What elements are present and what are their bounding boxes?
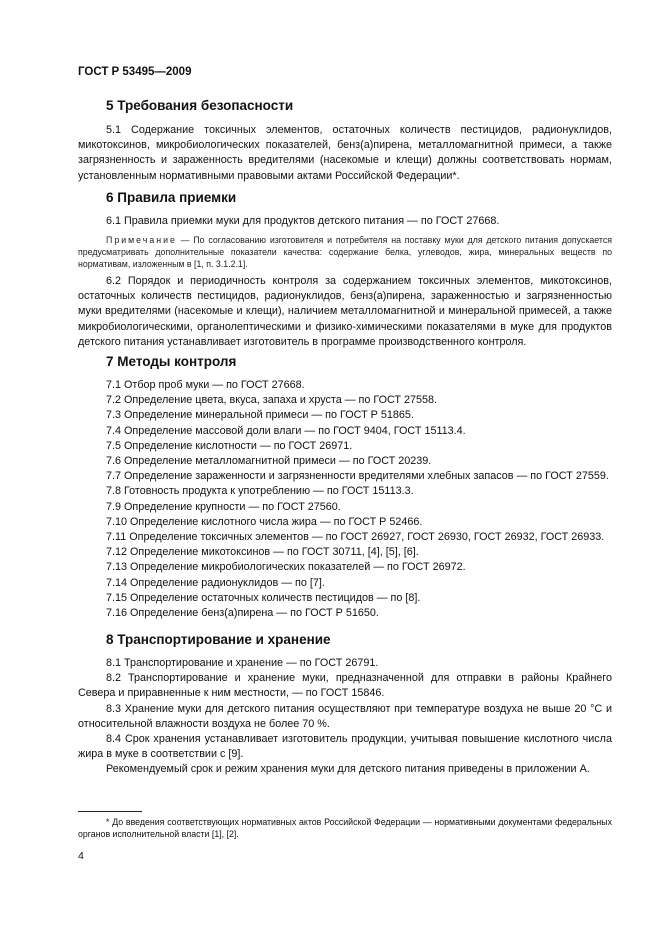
- list-item: 7.9 Определение крупности — по ГОСТ 27560.: [106, 500, 341, 513]
- note-text: — По согласованию изготовителя и потребителя на поставку муки для детского питания допускается предусматривать дополнительные показатели качества: содержание белка, углеводов, жира, минеральных веществ по нормативам, изложенным в [1, п. 3.1.2.1].: [78, 235, 612, 269]
- list-item: 7.1 Отбор проб муки — по ГОСТ 27668.: [106, 379, 305, 391]
- list-item: 7.8 Готовность продукта к употреблению — по ГОСТ 15113.3.: [106, 485, 414, 498]
- list-item: 8.2 Транспортирование и хранение муки, предназначенной для отправки в районы Крайнего Севера и приравненные к ним местности, — по ГОСТ 15846.: [78, 672, 612, 700]
- document-header: ГОСТ Р 53495—2009: [78, 66, 192, 78]
- paragraph-6-2: 6.2 Порядок и периодичность контроля за содержанием токсичных элементов, микотоксинов, остаточных количеств пестицидов, радионуклидов, бенз(а)пирена, зараженностью и загрязненностью муки вредителями (насекомые и клещи), наличием металломагнитной и минеральной примесей, а также микробиологическими, органолептическими и физико-химическими показателями в муке для продуктов детского питания устанавливает изготовитель в программе производственного контроля.: [78, 275, 612, 348]
- list-item: 7.2 Определение цвета, вкуса, запаха и хруста — по ГОСТ 27558.: [106, 394, 438, 407]
- list-item: 7.14 Определение радионуклидов — по [7].: [106, 576, 325, 589]
- list-item: 7.12 Определение микотоксинов — по ГОСТ 30711, [4], [5], [6].: [106, 546, 419, 559]
- list-item: 7.10 Определение кислотного числа жира — по ГОСТ Р 52466.: [106, 515, 423, 528]
- footnote: * До введения соответствующих нормативных актов Российской Федерации — нормативными документами федеральных органов исполнительной власти [1], [2].: [78, 817, 612, 839]
- list-item: 7.7 Определение зараженности и загрязненности вредителями хлебных запасов — по ГОСТ 27559.: [106, 470, 609, 483]
- list-item: 8.4 Срок хранения устанавливает изготовитель продукции, учитывая повышение кислотного числа жира в муке в соответствии с [9].: [78, 733, 612, 761]
- section-6-title: 6 Правила приемки: [106, 190, 237, 205]
- list-item: 8.1 Транспортирование и хранение — по ГОСТ 26791.: [106, 657, 379, 669]
- list-item: 7.16 Определение бенз(а)пирена — по ГОСТ Р 51650.: [106, 607, 379, 620]
- list-item: 7.6 Определение металломагнитной примеси — по ГОСТ 20239.: [106, 455, 432, 468]
- note-label: Примечание: [106, 235, 177, 245]
- list-item: 7.5 Определение кислотности — по ГОСТ 26971.: [106, 439, 353, 452]
- section-7-list: [78, 378, 612, 621]
- list-item: 7.11 Определение токсичных элементов — по ГОСТ 26927, ГОСТ 26930, ГОСТ 26932, ГОСТ 26933.: [106, 531, 605, 544]
- list-item: 7.4 Определение массовой доли влаги — по ГОСТ 9404, ГОСТ 15113.4.: [106, 424, 466, 437]
- note: [78, 234, 612, 270]
- list-item: Рекомендуемый срок и режим хранения муки для детского питания приведены в приложении А.: [106, 763, 590, 776]
- section-7-title: 7 Методы контроля: [106, 354, 237, 369]
- list-item: 7.15 Определение остаточных количеств пестицидов — по [8].: [106, 591, 421, 604]
- list-item: 7.3 Определение минеральной примеси — по ГОСТ Р 51865.: [106, 409, 414, 422]
- footnote-divider: [78, 811, 142, 812]
- page-number: 4: [78, 850, 84, 862]
- paragraph-5-1: 5.1 Содержание токсичных элементов, остаточных количеств пестицидов, радионуклидов, микотоксинов, микробиологических показателей, бенз(а)пирена, металломагнитной примеси, а также загрязненность и зараженность вредителями (насекомые и клещи) должны соответствовать нормам, установленным нормативными правовыми актами Российской Федерации*.: [78, 124, 612, 182]
- list-item: 7.13 Определение микробиологических показателей — по ГОСТ 26972.: [106, 561, 466, 574]
- section-5-title: 5 Требования безопасности: [106, 98, 294, 113]
- section-8-list: [78, 656, 612, 778]
- section-8-title: 8 Транспортирование и хранение: [106, 632, 331, 647]
- paragraph-6-1: 6.1 Правила приемки муки для продуктов детского питания — по ГОСТ 27668.: [106, 215, 500, 227]
- list-item: 8.3 Хранение муки для детского питания осуществляют при температуре воздуха не выше 20 °С и относительной влажности воздуха не более 70 %.: [78, 702, 612, 730]
